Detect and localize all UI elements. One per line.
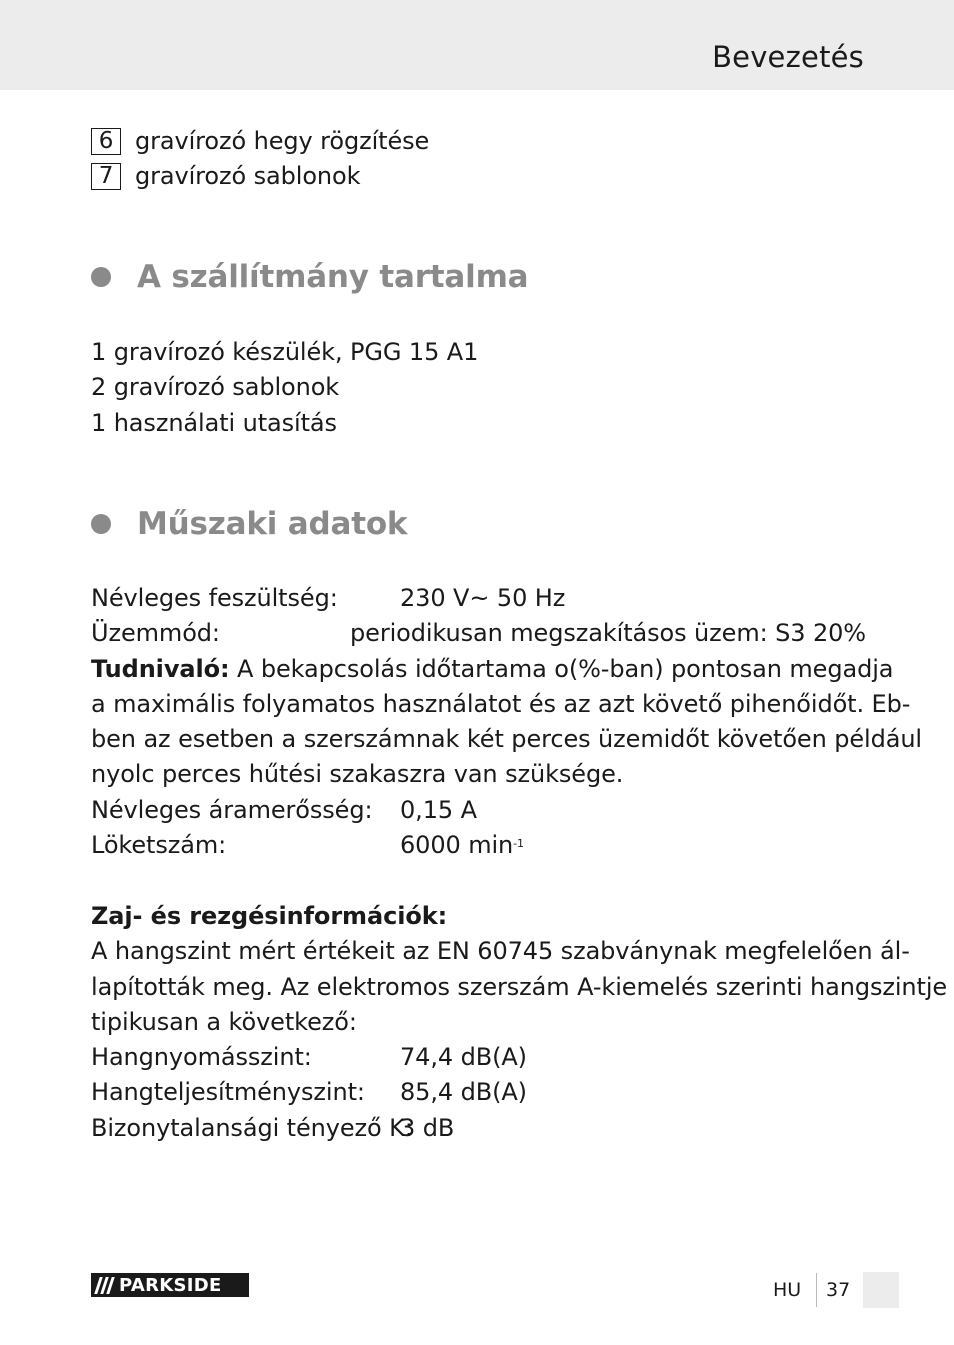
noise-line: A hangszint mért értékeit az EN 60745 szabványnak megfelelően ál- bbox=[91, 937, 910, 966]
spec-label: Hangteljesítményszint: bbox=[91, 1078, 365, 1107]
note-line: a maximális folyamatos használatot és az azt követő pihenőidőt. Eb- bbox=[91, 689, 911, 718]
spec-row-uncertainty bbox=[91, 1111, 866, 1146]
spec-row-stroke-rate bbox=[91, 828, 866, 863]
spec-value: periodikusan megszakításos üzem: S3 20% bbox=[350, 619, 866, 648]
spec-value: 74,4 dB(A) bbox=[400, 1043, 527, 1072]
note-line bbox=[91, 652, 894, 687]
spec-value-main: 6000 min bbox=[400, 831, 514, 860]
section-heading-text: A szállítmány tartalma bbox=[137, 259, 529, 295]
spec-value: 85,4 dB(A) bbox=[400, 1078, 527, 1107]
section-heading-text: Műszaki adatok bbox=[137, 506, 408, 542]
footer-divider bbox=[816, 1273, 817, 1307]
spec-row-current bbox=[91, 793, 866, 828]
parkside-logo bbox=[91, 1273, 249, 1297]
legend-text: gravírozó sablonok bbox=[135, 161, 361, 190]
bullet-icon bbox=[91, 267, 111, 287]
spec-value: 3 dB bbox=[400, 1113, 455, 1142]
section-heading-contents bbox=[91, 259, 528, 295]
spec-value: 0,15 A bbox=[400, 795, 477, 824]
spec-row-mode bbox=[91, 616, 866, 651]
footer-tab-box bbox=[863, 1272, 899, 1308]
bullet-icon bbox=[91, 514, 111, 534]
technical-data bbox=[91, 581, 923, 863]
page-number: 37 bbox=[826, 1279, 851, 1301]
legend-number: 7 bbox=[91, 163, 121, 190]
spec-value: 230 V~ 50 Hz bbox=[400, 584, 566, 612]
legend-item bbox=[91, 159, 429, 194]
list-item: 1 használati utasítás bbox=[91, 408, 337, 437]
note-line: nyolc perces hűtési szakaszra van szüksége. bbox=[91, 760, 624, 789]
spec-label: Hangnyomásszint: bbox=[91, 1043, 312, 1072]
spec-row-voltage bbox=[91, 581, 866, 616]
spec-label: Névleges feszültség: bbox=[91, 584, 338, 612]
spec-label: Üzemmód: bbox=[91, 619, 220, 648]
note-line: ben az esetben a szerszámnak két perces üzemidőt követően például bbox=[91, 725, 923, 754]
legend-number: 6 bbox=[91, 128, 121, 155]
noise-line: lapították meg. Az elektromos szerszám A-kiemelés szerinti hangszintje bbox=[91, 972, 948, 1001]
spec-label: Névleges áramerősség: bbox=[91, 795, 373, 824]
logo-text: PARKSIDE bbox=[119, 1274, 222, 1296]
section-heading-technical bbox=[91, 506, 407, 542]
logo-stripes-icon bbox=[97, 1277, 115, 1294]
spec-value bbox=[400, 828, 524, 863]
spec-value-exponent: -1 bbox=[513, 837, 524, 851]
spec-label: Bizonytalansági tényező K: bbox=[91, 1113, 413, 1142]
spec-label: Löketszám: bbox=[91, 831, 227, 860]
note-text: A bekapcsolás időtartama o(%-ban) pontosan megadja bbox=[229, 654, 894, 683]
spec-row-sound-power bbox=[91, 1075, 866, 1110]
noise-info bbox=[91, 899, 948, 1146]
note-label: Tudnivaló: bbox=[91, 654, 230, 683]
list-item: 2 gravírozó sablonok bbox=[91, 373, 340, 402]
parts-legend bbox=[91, 124, 429, 194]
page-title: Bevezetés bbox=[712, 40, 864, 74]
legend-text: gravírozó hegy rögzítése bbox=[135, 126, 430, 155]
legend-item bbox=[91, 124, 429, 159]
list-item: 1 gravírozó készülék, PGG 15 A1 bbox=[91, 338, 479, 366]
footer-language: HU bbox=[773, 1279, 802, 1301]
noise-line: tipikusan a következő: bbox=[91, 1007, 357, 1036]
spec-row-sound-pressure bbox=[91, 1040, 866, 1075]
contents-list bbox=[91, 335, 866, 441]
noise-heading: Zaj- és rezgésinformációk: bbox=[91, 902, 448, 930]
